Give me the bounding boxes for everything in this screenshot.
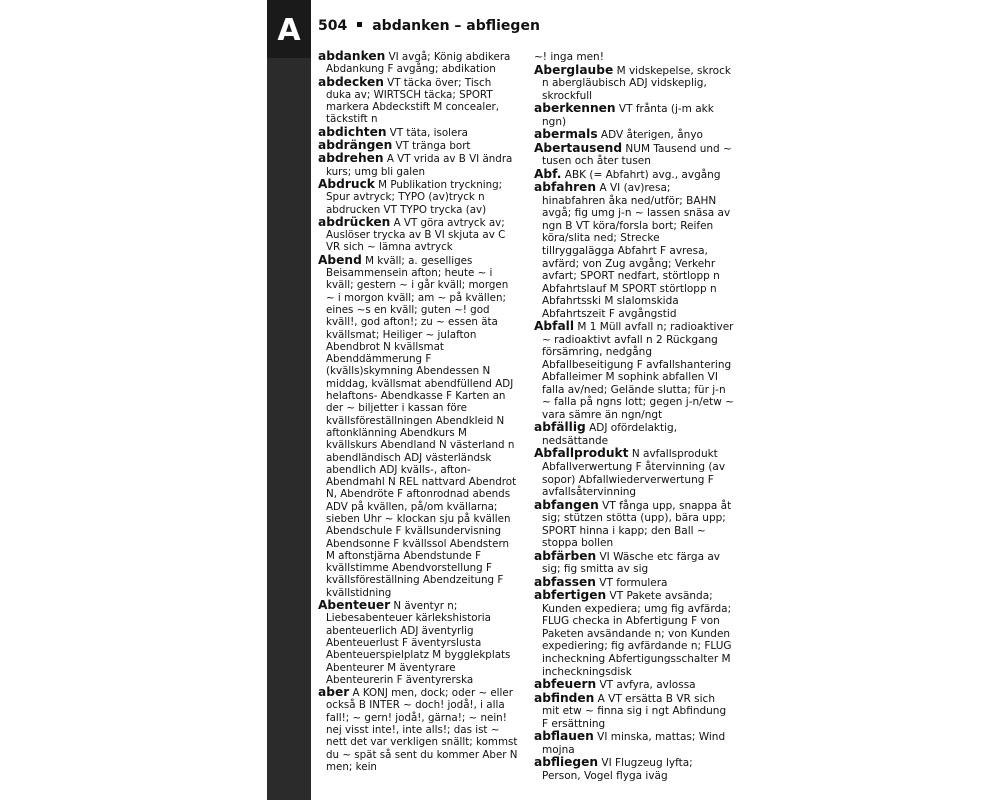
- entry-definition: N avfallsprodukt Abfallverwertung F återvinning (av sopor) Abfallwiederverwertung F avfallsåtervinning: [542, 448, 726, 499]
- entry-definition: M vidskepelse, skrock n abergläubisch ADJ vidskeplig, skrockfull: [542, 64, 731, 102]
- header-separator: [357, 22, 362, 27]
- dictionary-entry: [318, 686, 518, 773]
- entry-headword: aberkennen: [534, 101, 616, 116]
- entry-definition: M kväll; a. geselliges Beisammensein afton; heute ~ i kväll; gestern ~ i går kväll; morgen ~ i morgon kväll; am ~ på kvällen; eines ~s en kväll; guten ~! god kväll!, god afton!; zu ~ essen äta kvällsmat; Heiliger ~ julafton Abendbrot N kvällsmat Abenddämmerung F (kvälls)skymning Abendessen N middag, kvällsmat abendfüllend ADJ helaftons- Abendkasse F Karten an der ~ biljetter i kassan före kvällsföreställningen Abendkleid N aftonklänning Abendkurs M kvällskurs Abendland N västerland n abendländisch ADJ västerländsk abendlich ADJ kvälls-, afton- Abendmahl N REL nattvard Abendrot N, Abendröte F aftonrodnad abends ADV på kvällen, på/om kvällarna; sieben Uhr ~ klockan sju på kvällen Abendschule F kvällsundervisning Abendsonne F kvällssol Abendstern M aftonstjärna Abendstunde F kvällstimme Abendvorstellung F kvällsföreställning Abendzeitung F kvällstidning: [326, 254, 517, 599]
- entry-headword: abdrehen: [318, 151, 384, 166]
- dictionary-entry: [318, 216, 518, 254]
- dictionary-entry: [534, 102, 734, 128]
- dictionary-entry: [534, 168, 734, 182]
- entry-headword: abdrängen: [318, 138, 393, 153]
- dictionary-entry: [534, 142, 734, 168]
- entry-headword: abfahren: [534, 180, 597, 195]
- entry-definition: A VT vrida av B VI ändra kurs; umg bli galen: [326, 153, 513, 178]
- left-column: [318, 50, 518, 773]
- entry-definition: ABK (= Abfahrt) avg., avgång: [561, 168, 721, 181]
- dictionary-entry: [318, 599, 518, 686]
- entry-definition: VT frånta (j-m akk ngn): [542, 103, 714, 128]
- entry-definition: A KONJ men, dock; oder ~ eller också B INTER ~ doch! jodå!, i alla fall!; ~ gern! jodå!, gärna!; ~ nein! nej visst inte!, inte alls!; das ist ~ nett det var verkligen snällt; kommst du ~ spät så sent du kommer Aber N men; kein: [326, 687, 518, 773]
- entry-definition: A VT göra avtryck av; Auslöser trycka av B VI skjuta av C VR sich ~ lämna avtryck: [326, 216, 506, 254]
- entry-headword: abfangen: [534, 497, 599, 512]
- entry-headword: abdrücken: [318, 214, 391, 229]
- entry-definition: A VT ersätta B VR sich mit etw ~ finna sig i ngt Abfindung F ersättning: [542, 692, 727, 730]
- entry-definition: NUM Tausend und ~ tusen och åter tusen: [542, 142, 732, 168]
- entry-headword: Abf.: [534, 166, 562, 181]
- dictionary-entry: [534, 678, 734, 692]
- dictionary-entry: [534, 128, 734, 142]
- page-header: [318, 18, 743, 40]
- dictionary-entry: [534, 181, 734, 320]
- entry-headword: abfliegen: [534, 755, 599, 770]
- entry-headword: abflauen: [534, 729, 594, 744]
- entry-headword: Abdruck: [318, 176, 375, 191]
- entry-definition: VI avgå; König abdikera Abdankung F avgång; abdikation: [326, 51, 511, 76]
- dictionary-entry: [318, 139, 518, 152]
- dictionary-entry: [318, 50, 518, 76]
- entry-definition: VI Flugzeug lyfta; Person, Vogel flyga iväg: [542, 757, 693, 782]
- entry-definition: VT avfyra, avlossa: [596, 679, 696, 692]
- entry-definition: VT täta, isolera: [386, 126, 468, 139]
- entry-headword: Aberglaube: [534, 62, 614, 77]
- entry-definition: VT formulera: [595, 576, 668, 589]
- dictionary-entry: [534, 499, 734, 550]
- dictionary-entry: [318, 254, 518, 599]
- dictionary-entry: [534, 576, 734, 590]
- entry-headword: abfärben: [534, 548, 597, 563]
- dictionary-page: [311, 0, 743, 800]
- entry-headword: abermals: [534, 127, 598, 142]
- entry-definition: VI Wäsche etc färga av sig; fig smitta av sig: [542, 550, 720, 576]
- dictionary-entry: [534, 589, 734, 678]
- dictionary-entry: [534, 50, 734, 64]
- dictionary-entry: [318, 126, 518, 139]
- entry-headword: abfeuern: [534, 677, 597, 692]
- dictionary-entry: [534, 730, 734, 756]
- entry-definition: VI minska, mattas; Wind mojna: [542, 731, 726, 756]
- dictionary-entry: [534, 421, 734, 447]
- entry-headword: abdichten: [318, 124, 387, 139]
- entry-headword: abfinden: [534, 690, 595, 705]
- entry-definition: VT tränga bort: [392, 140, 471, 153]
- entry-definition: ~! inga men!: [534, 51, 604, 63]
- entry-definition: M Publikation tryckning; Spur avtryck; TYPO (av)tryck n abdrucken VT TYPO trycka (av): [326, 178, 503, 216]
- entry-definition: ADJ ofördelaktig, nedsättande: [542, 422, 678, 447]
- thumb-index-letter: A: [267, 0, 311, 58]
- dictionary-entry: [534, 447, 734, 498]
- entry-definition: VT fånga upp, snappa åt sig; stützen stötta (upp), bära upp; SPORT hinna i kapp; den Ball ~ stoppa bollen: [542, 499, 732, 550]
- entry-headword: abdanken: [318, 49, 386, 63]
- entry-headword: abdecken: [318, 74, 384, 89]
- thumb-index-bar: [267, 0, 311, 800]
- entry-definition: ADV återigen, ånyo: [597, 129, 703, 142]
- entry-definition: N äventyr n; Liebesabenteuer kärlekshistoria abenteuerlich ADJ äventyrlig Abenteuerlust F äventyrslusta Abenteuerspielplatz M bygglekplats Abenteurer M äventyrare Abenteurerin F äventyrerska: [326, 600, 511, 686]
- entry-definition: A VI (av)resa; hinabfahren åka ned/utför; BAHN avgå; fig umg j-n ~ lassen snäsa av ngn B VT köra/forsla bort; Reifen köra/slita ned; Strecke tillryggalägga Abfahrt F avresa, avfärd; von Zug avgång; Verkehr avfart; SPORT nedfart, störtlopp n Abfahrtslauf M SPORT störtlopp n Abfahrtsski M slalomskida Abfahrtszeit F avgångstid: [542, 182, 731, 320]
- headword-range: abdanken – abfliegen: [372, 18, 540, 34]
- entry-headword: Abfallprodukt: [534, 446, 629, 461]
- entry-headword: abfassen: [534, 574, 596, 589]
- entry-headword: Abertausend: [534, 140, 623, 155]
- dictionary-entry: [318, 76, 518, 126]
- dictionary-entry: [534, 64, 734, 103]
- dictionary-entry: [318, 178, 518, 216]
- entry-headword: aber: [318, 685, 350, 700]
- entry-headword: abfällig: [534, 420, 586, 435]
- dictionary-entry: [534, 756, 734, 782]
- entry-headword: Abfall: [534, 319, 575, 334]
- dictionary-entry: [534, 692, 734, 731]
- entry-definition: M 1 Müll avfall n; radioaktiver ~ radioaktivt avfall n 2 Rückgang försämring, nedgång Abfallbeseitigung F avfallshantering Abfalleimer M sophink abfallen VI falla av/ned; Gelände slutta; für j-n ~ falla på ngns lott; gegen j-n/etw ~ vara sämre än ngn/ngt: [542, 321, 734, 421]
- entry-headword: abfertigen: [534, 588, 607, 603]
- dictionary-entry: [534, 550, 734, 576]
- entry-headword: Abenteuer: [318, 598, 391, 613]
- page-number: 504: [318, 18, 348, 34]
- entry-definition: VT Pakete avsända; Kunden expediera; umg fig avfärda; FLUG checka in Abfertigung F von Paketen avsändande n; von Kunden expediering; fig avfärdande n; FLUG incheckning Abfertigungsschalter M incheckningsdisk: [542, 590, 732, 678]
- right-column: [534, 50, 734, 782]
- entry-definition: VT täcka över; Tisch duka av; WIRTSCH täcka; SPORT markera Abdeckstift M concealer, täckstift n: [326, 76, 500, 126]
- dictionary-entry: [318, 152, 518, 178]
- dictionary-entry: [534, 320, 734, 421]
- entry-headword: Abend: [318, 252, 362, 267]
